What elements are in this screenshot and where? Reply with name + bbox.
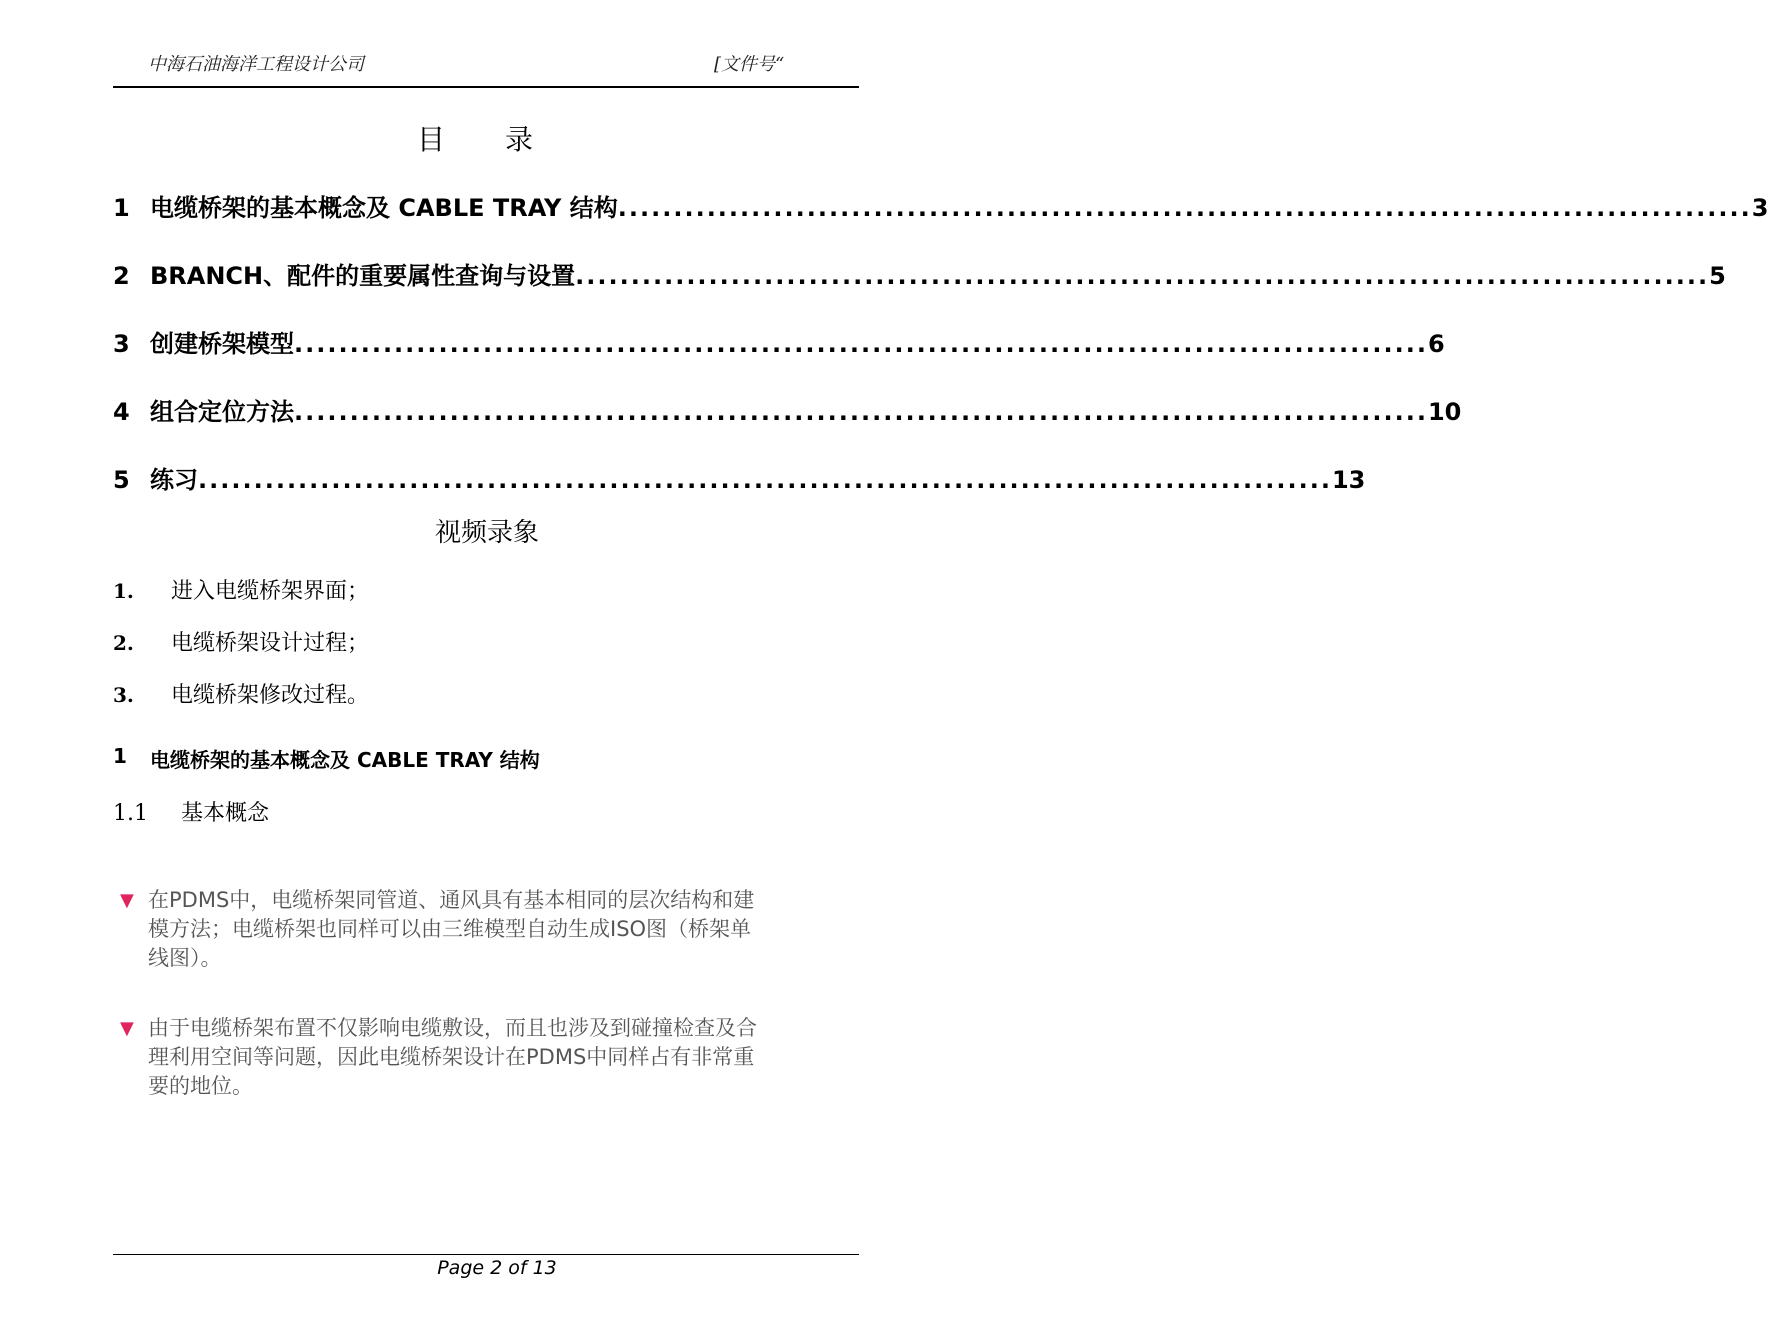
toc-entry-page: 13: [1331, 466, 1366, 494]
subsection-number: 1.1: [113, 801, 148, 826]
page-number: Page 2 of 13: [437, 1257, 557, 1279]
toc-leader-dots: ......................................................................................................: [294, 330, 1428, 358]
toc-entry[interactable]: [113, 256, 1726, 290]
video-item-text: 电缆桥架修改过程。: [171, 683, 370, 708]
toc-leader-dots: ......................................................................................................: [198, 466, 1332, 494]
section-title: 电缆桥架的基本概念及 CABLE TRAY 结构: [150, 748, 540, 772]
bullet-item: [120, 1014, 760, 1101]
subsection-heading: [113, 796, 269, 827]
toc-entry-number: 1: [113, 194, 130, 222]
subsection-title: 基本概念: [181, 801, 270, 826]
toc-entry-page: 5: [1709, 262, 1726, 290]
video-list-item: [113, 574, 369, 605]
toc-entry-number: 4: [113, 398, 130, 426]
toc-entry-text: 练习: [150, 466, 198, 494]
bullet-text: 在PDMS中，电缆桥架同管道、通风具有基本相同的层次结构和建模方法；电缆桥架也同样可以由三维模型自动生成ISO图（桥架单线图）。: [148, 888, 755, 970]
section-number: 1: [113, 744, 127, 768]
bullet-text: 由于电缆桥架布置不仅影响电缆敷设，而且也涉及到碰撞检查及合理利用空间等问题，因此电缆桥架设计在PDMS中同样占有非常重要的地位。: [148, 1016, 757, 1098]
toc-entry-number: 3: [113, 330, 130, 358]
video-section-title: 视频录象: [434, 518, 539, 548]
toc-entry-text: BRANCH、配件的重要属性查询与设置: [150, 262, 576, 290]
video-item-number: 3.: [113, 683, 134, 707]
toc-entry[interactable]: [113, 460, 1366, 494]
toc-entry-text: 创建桥架模型: [150, 330, 294, 358]
header-divider: [113, 86, 859, 88]
section-heading: [113, 744, 540, 773]
video-item-number: 1.: [113, 579, 134, 603]
video-item-number: 2.: [113, 631, 134, 655]
video-list-item: [113, 678, 369, 709]
toc-leader-dots: ......................................................................................................: [617, 194, 1752, 222]
toc-entry-text: 组合定位方法: [150, 398, 294, 426]
toc-leader-dots: ......................................................................................................: [575, 262, 1710, 290]
toc-entry-text: 电缆桥架的基本概念及 CABLE TRAY 结构: [150, 194, 618, 222]
toc-leader-dots: ......................................................................................................: [294, 398, 1428, 426]
toc-entry-page: 3: [1751, 194, 1768, 222]
footer-divider: [113, 1254, 859, 1255]
header-company: 中海石油海洋工程设计公司: [148, 54, 364, 75]
toc-entry-page: 6: [1427, 330, 1445, 358]
video-item-text: 进入电缆桥架界面；: [171, 579, 370, 604]
toc-entry-number: 2: [113, 262, 130, 290]
toc-entry-page: 10: [1427, 398, 1462, 426]
bullet-item: [120, 886, 760, 973]
video-item-text: 电缆桥架设计过程；: [171, 631, 370, 656]
header-doc-number: [文件号“: [714, 54, 785, 75]
video-list-item: [113, 626, 369, 657]
toc-entry[interactable]: [113, 392, 1462, 426]
toc-entry-number: 5: [113, 466, 130, 494]
triangle-down-icon: ▼: [120, 890, 134, 911]
triangle-down-icon: ▼: [120, 1018, 134, 1039]
toc-title: 目录: [416, 123, 593, 156]
toc-entry[interactable]: [113, 324, 1445, 358]
toc-entry[interactable]: [113, 188, 1768, 222]
